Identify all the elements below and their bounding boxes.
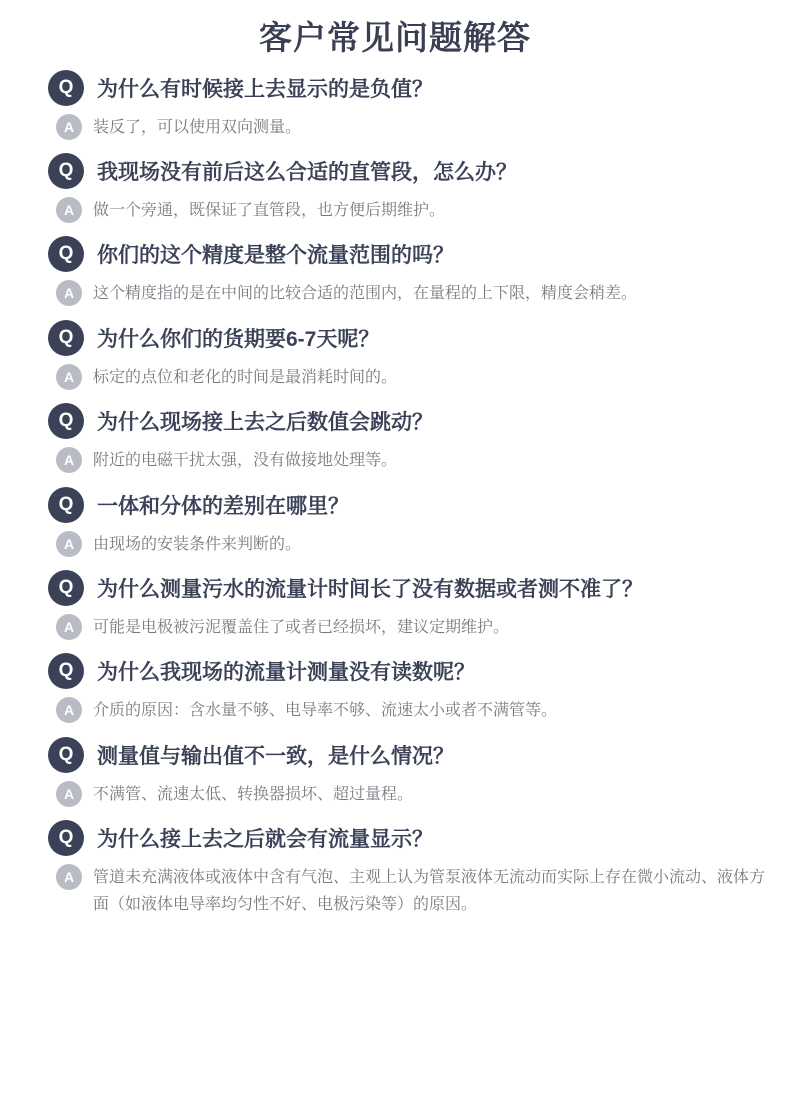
faq-item xyxy=(48,822,766,918)
faq-answer-row xyxy=(48,446,766,474)
question-badge-icon: Q xyxy=(48,820,84,856)
faq-answer-text: 这个精度指的是在中间的比较合适的范围内，在量程的上下限，精度会稍差。 xyxy=(93,285,638,303)
answer-badge-icon: A xyxy=(56,531,82,557)
faq-item xyxy=(48,572,766,641)
faq-answer-text: 做一个旁通，既保证了直管段，也方便后期维护。 xyxy=(93,201,446,219)
question-badge-icon: Q xyxy=(48,487,84,523)
faq-item xyxy=(48,655,766,724)
faq-question-text: 为什么你们的货期要6-7天呢？ xyxy=(97,327,380,351)
faq-question-text: 我现场没有前后这么合适的直管段，怎么办？ xyxy=(97,160,517,184)
faq-question-text: 为什么现场接上去之后数值会跳动？ xyxy=(97,411,433,435)
faq-question-text: 一体和分体的差别在哪里？ xyxy=(97,494,349,518)
question-badge-icon: Q xyxy=(48,320,84,356)
faq-item xyxy=(48,739,766,808)
question-badge-icon: Q xyxy=(48,653,84,689)
faq-question-row xyxy=(48,322,766,356)
faq-question-row xyxy=(48,572,766,606)
faq-answer-row xyxy=(48,780,766,808)
faq-answer-row xyxy=(48,279,766,307)
faq-question-row xyxy=(48,405,766,439)
answer-badge-icon: A xyxy=(56,280,82,306)
faq-item xyxy=(48,155,766,224)
answer-badge-icon: A xyxy=(56,364,82,390)
faq-answer-text: 管道未充满液体或液体中含有气泡、主观上认为管泵液体无流动而实际上存在微小流动、液体方面（如液体电导率均匀性不好、电极污染等）的原因。 xyxy=(93,869,766,913)
faq-answer-text: 不满管、流速太低、转换器损坏、超过量程。 xyxy=(93,785,414,803)
faq-question-row xyxy=(48,72,766,106)
faq-item xyxy=(48,322,766,391)
answer-badge-icon: A xyxy=(56,614,82,640)
faq-question-text: 为什么有时候接上去显示的是负值？ xyxy=(97,77,433,101)
faq-answer-row xyxy=(48,363,766,391)
answer-badge-icon: A xyxy=(56,114,82,140)
faq-answer-text: 附近的电磁干扰太强，没有做接地处理等。 xyxy=(93,452,398,470)
faq-item xyxy=(48,72,766,141)
faq-item xyxy=(48,489,766,558)
answer-badge-icon: A xyxy=(56,197,82,223)
faq-answer-row xyxy=(48,863,766,918)
faq-question-row xyxy=(48,238,766,272)
faq-answer-row xyxy=(48,113,766,141)
faq-answer-text: 可能是电极被污泥覆盖住了或者已经损坏，建议定期维护。 xyxy=(93,618,510,636)
question-badge-icon: Q xyxy=(48,153,84,189)
faq-answer-text: 由现场的安装条件来判断的。 xyxy=(93,535,302,553)
faq-item xyxy=(48,238,766,307)
answer-badge-icon: A xyxy=(56,781,82,807)
answer-badge-icon: A xyxy=(56,864,82,890)
answer-badge-icon: A xyxy=(56,447,82,473)
question-badge-icon: Q xyxy=(48,403,84,439)
faq-question-text: 为什么测量污水的流量计时间长了没有数据或者测不准了？ xyxy=(97,577,643,601)
faq-question-text: 测量值与输出值不一致，是什么情况？ xyxy=(97,744,454,768)
answer-badge-icon: A xyxy=(56,697,82,723)
faq-answer-text: 标定的点位和老化的时间是最消耗时间的。 xyxy=(93,368,398,386)
question-badge-icon: Q xyxy=(48,236,84,272)
faq-list xyxy=(0,72,790,918)
question-badge-icon: Q xyxy=(48,737,84,773)
faq-question-text: 你们的这个精度是整个流量范围的吗？ xyxy=(97,244,454,268)
faq-question-text: 为什么我现场的流量计测量没有读数呢？ xyxy=(97,661,475,685)
faq-question-row xyxy=(48,489,766,523)
faq-question-row xyxy=(48,655,766,689)
faq-answer-row xyxy=(48,696,766,724)
question-badge-icon: Q xyxy=(48,70,84,106)
faq-answer-text: 介质的原因：含水量不够、电导率不够、流速太小或者不满管等。 xyxy=(93,702,558,720)
faq-question-text: 为什么接上去之后就会有流量显示？ xyxy=(97,828,433,852)
faq-answer-row xyxy=(48,530,766,558)
faq-question-row xyxy=(48,822,766,856)
faq-question-row xyxy=(48,155,766,189)
page-title: 客户常见问题解答 xyxy=(259,19,531,56)
faq-item xyxy=(48,405,766,474)
faq-answer-row xyxy=(48,196,766,224)
faq-answer-row xyxy=(48,613,766,641)
faq-answer-text: 装反了，可以使用双向测量。 xyxy=(93,118,302,136)
faq-question-row xyxy=(48,739,766,773)
question-badge-icon: Q xyxy=(48,570,84,606)
